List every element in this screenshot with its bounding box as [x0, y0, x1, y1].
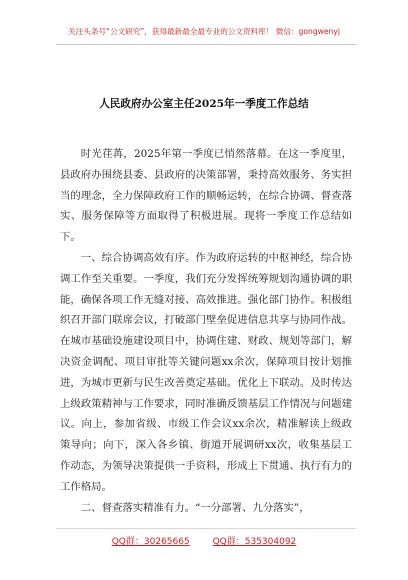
footer-divider	[56, 528, 356, 529]
paragraph-supervision: 二、督查落实精准有力。“一分部署、九分落实”，	[80, 501, 310, 514]
document-body	[60, 144, 352, 518]
qq-group-link-1[interactable]: QQ群：30265665	[111, 537, 190, 547]
page-title: 人民政府办公室主任2025年一季度工作总结	[99, 98, 309, 110]
header-banner: 关注头条号“公文研究”，获得最新最全最专业的公文资料库！ 微信：gongwenyj	[68, 27, 340, 36]
paragraph-coordination: 一、综合协调高效有序。作为政府运转的中枢神经，综合协调工作至关重要。一季度，我们充分发挥统筹规划沟通协调的职能，确保各项工作无缝对接、高效推进。强化部门协作。积极组织召开部门联席会议，打破部门壁垒促进信息共享与协同作战。在城市基础设施建设项目中，协调住建、财政、规划等部门，解决资金调配、项目审批等关键问题xx余次，保障项目按计划推进，为城市更新与民生改善奠定基础。优化上下联动。及时传达上级政策精神与工作要求，同时准确反馈基层工作情况与问题建议。向上，参加省级、市级工作会议xx余次，精准解读上级政策导向；向下，深入各乡镇、街道开展调研xx次，收集基层工作动态，为领导决策提供一手资料，形成上下贯通、执行有力的工作格局。	[60, 251, 352, 493]
footer-contacts	[0, 534, 408, 547]
paragraph-intro: 时光荏苒，2025年第一季度已悄然落幕。在这一季度里，县政府办围绕县委、县政府的决策部署，秉持高效服务、务实担当的理念，全力保障政府工作的顺畅运转，在综合协调、督查落实、服务保障等方面取得了积极进展。现将一季度工作总结如下。	[60, 148, 352, 244]
header-divider	[56, 44, 356, 45]
qq-group-link-2[interactable]: QQ群：535304092	[212, 537, 297, 547]
